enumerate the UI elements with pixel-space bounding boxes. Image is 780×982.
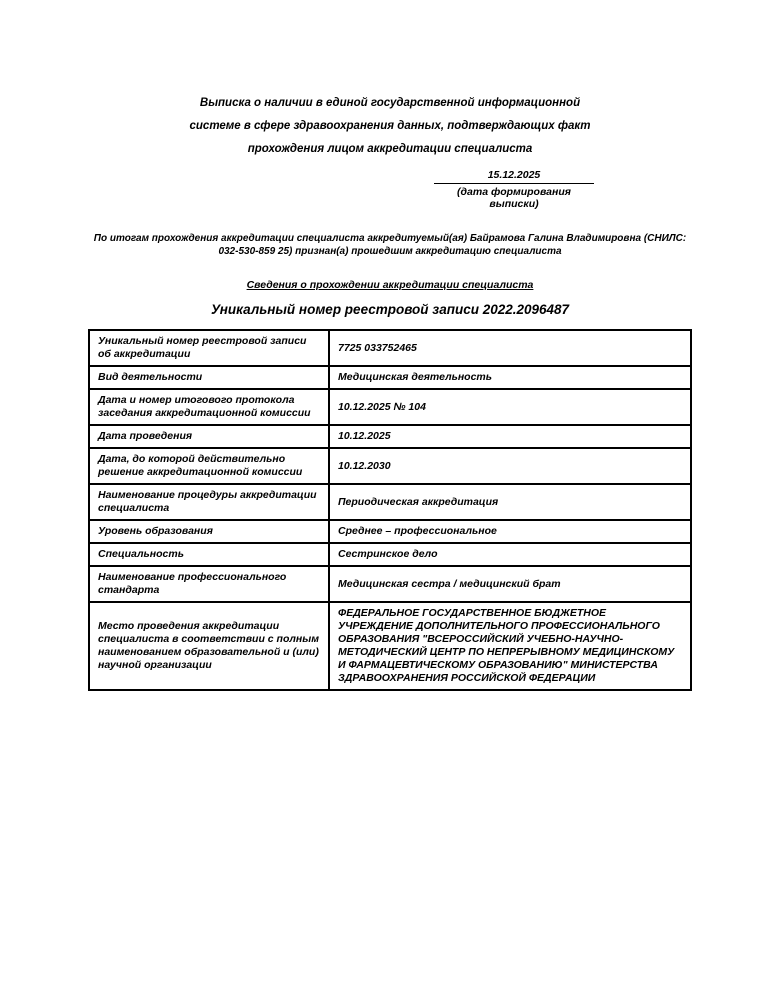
row-label: Наименование профессионального стандарта xyxy=(89,566,329,602)
row-label: Дата проведения xyxy=(89,425,329,448)
document-title-line-3: прохождения лицом аккредитации специалиста xyxy=(247,143,533,155)
row-value: Медицинская сестра / медицинский брат xyxy=(329,566,691,602)
row-label: Специальность xyxy=(89,543,329,566)
table-row-protocol xyxy=(89,389,691,425)
section-heading: Сведения о прохождении аккредитации специалиста xyxy=(246,279,534,291)
row-label: Вид деятельности xyxy=(89,366,329,389)
intro-paragraph-line-1: По итогам прохождения аккредитации специалиста аккредитуемый(ая) Байрамова Галина Владимировна (СНИЛС: xyxy=(93,233,687,244)
document-page xyxy=(0,92,780,982)
table-row-specialty xyxy=(89,543,691,566)
accreditation-details-table xyxy=(88,329,692,691)
registry-number-heading: Уникальный номер реестровой записи 2022.2096487 xyxy=(210,302,570,317)
table-row-education-level xyxy=(89,520,691,543)
issue-date: 15.12.2025 xyxy=(434,169,594,184)
row-label: Место проведения аккредитации специалиста в соответствии с полным наименованием образовательной и (или) научной организации xyxy=(89,602,329,690)
row-value: 7725 033752465 xyxy=(329,330,691,366)
table-row-date-conducted xyxy=(89,425,691,448)
row-value: ФЕДЕРАЛЬНОЕ ГОСУДАРСТВЕННОЕ БЮДЖЕТНОЕ УЧРЕЖДЕНИЕ ДОПОЛНИТЕЛЬНОГО ПРОФЕССИОНАЛЬНОГО ОБРАЗОВАНИЯ "ВСЕРОССИЙСКИЙ УЧЕБНО-НАУЧНО-МЕТОДИЧЕСКИЙ ЦЕНТР ПО НЕПРЕРЫВНОМУ МЕДИЦИНСКОМУ И ФАРМАЦЕВТИЧЕСКОМУ ОБРАЗОВАНИЮ" МИНИСТЕРСТВА ЗДРАВООХРАНЕНИЯ РОССИЙСКОЙ ФЕДЕРАЦИИ xyxy=(329,602,691,690)
row-value: 10.12.2030 xyxy=(329,448,691,484)
table-row-accreditation-place xyxy=(89,602,691,690)
intro-paragraph-line-2: 032-530-859 25) признан(а) прошедшим аккредитацию специалиста xyxy=(218,246,562,257)
table-row-valid-until xyxy=(89,448,691,484)
issue-date-caption: (дата формирования выписки) xyxy=(457,186,571,210)
row-label: Уникальный номер реестровой записи об аккредитации xyxy=(89,330,329,366)
row-value: Сестринское дело xyxy=(329,543,691,566)
row-label: Уровень образования xyxy=(89,520,329,543)
row-label: Наименование процедуры аккредитации специалиста xyxy=(89,484,329,520)
row-label: Дата и номер итогового протокола заседания аккредитационной комиссии xyxy=(89,389,329,425)
issue-date-block xyxy=(434,169,594,210)
document-title-line-2: системе в сфере здравоохранения данных, подтверждающих факт xyxy=(189,120,591,132)
table-row-registry-number xyxy=(89,330,691,366)
row-label: Дата, до которой действительно решение аккредитационной комиссии xyxy=(89,448,329,484)
row-value: 10.12.2025 № 104 xyxy=(329,389,691,425)
table-row-activity-type xyxy=(89,366,691,389)
row-value: 10.12.2025 xyxy=(329,425,691,448)
row-value: Периодическая аккредитация xyxy=(329,484,691,520)
table-row-procedure-name xyxy=(89,484,691,520)
row-value: Медицинская деятельность xyxy=(329,366,691,389)
row-value: Среднее – профессиональное xyxy=(329,520,691,543)
document-title-line-1: Выписка о наличии в единой государственной информационной xyxy=(199,97,581,109)
intro-paragraph xyxy=(0,232,780,258)
table-row-professional-standard xyxy=(89,566,691,602)
document-title xyxy=(160,92,620,161)
